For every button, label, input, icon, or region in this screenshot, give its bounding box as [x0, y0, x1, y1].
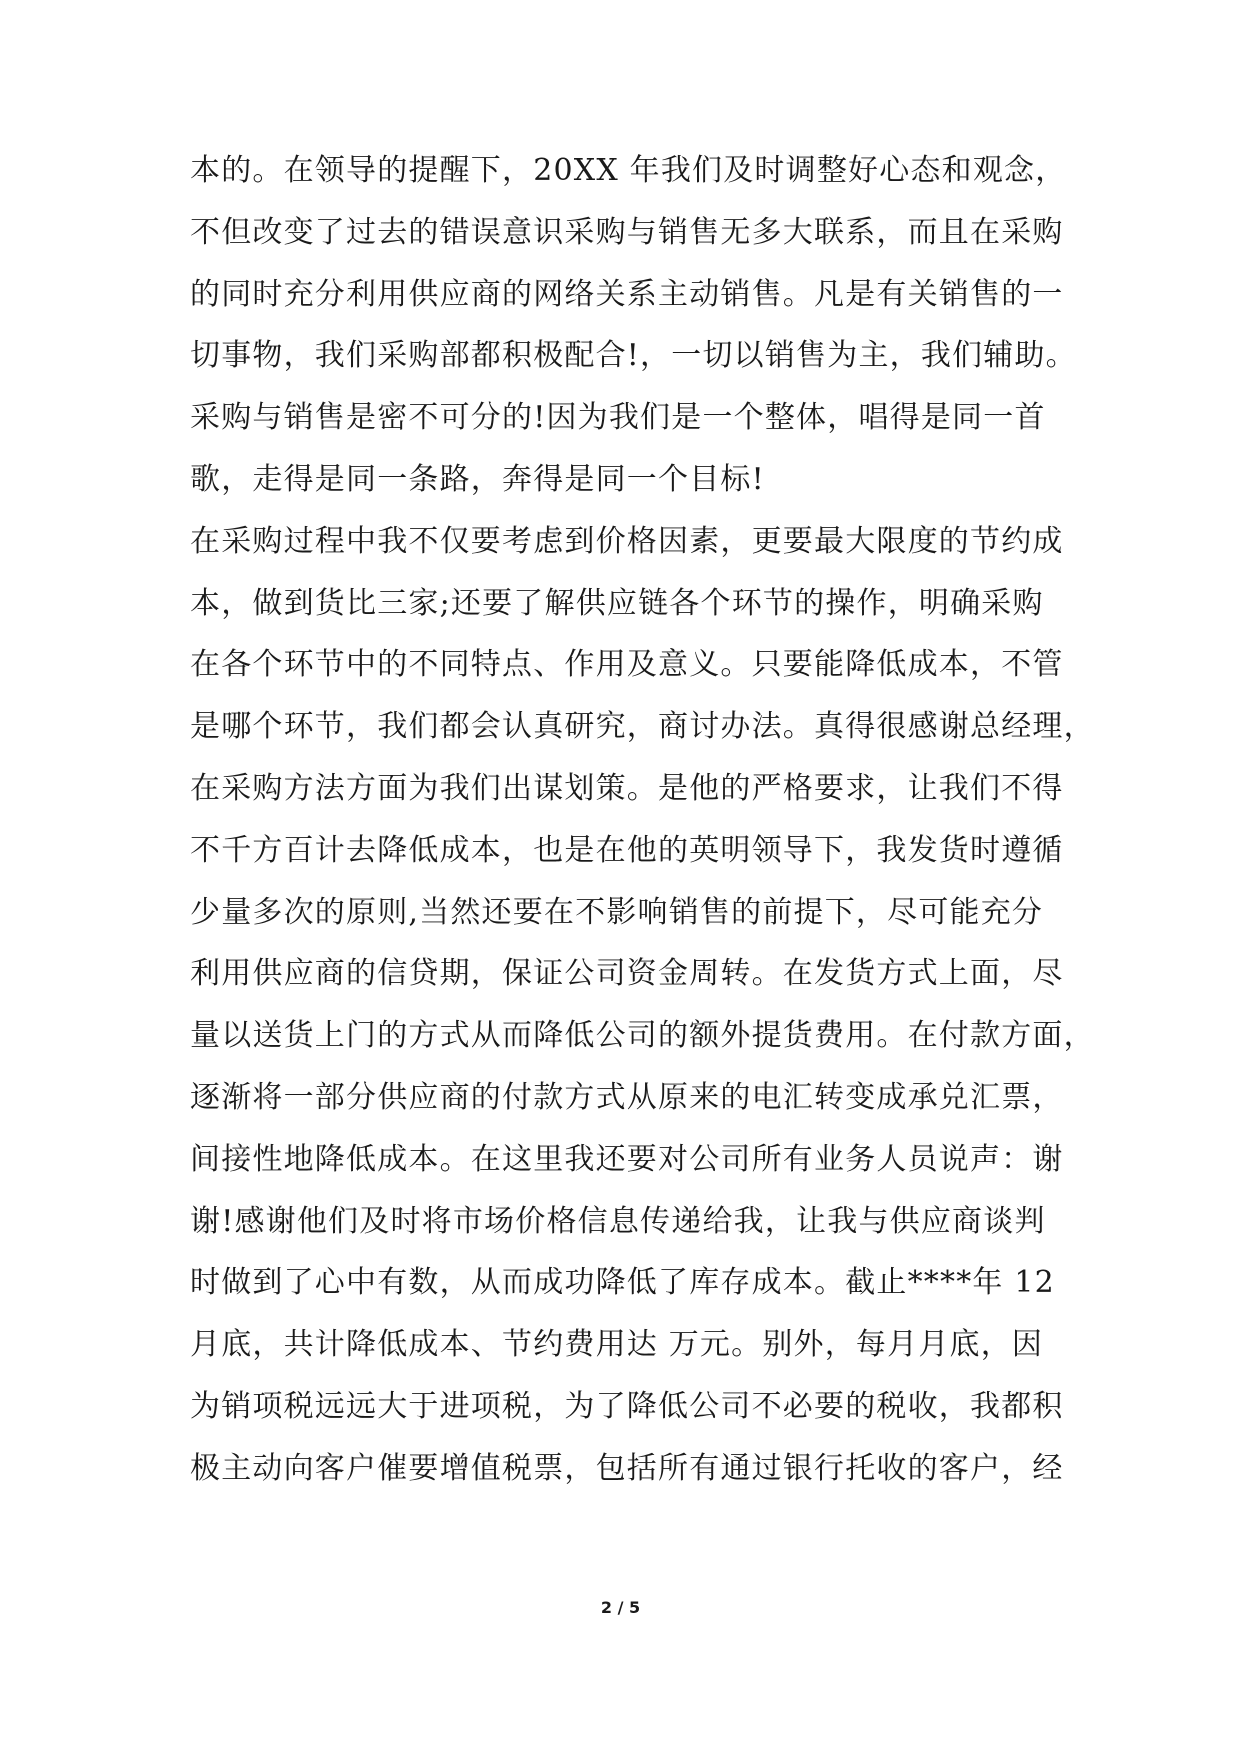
text-line: 不但改变了过去的错误意识采购与销售无多大联系，而且在采购	[190, 214, 1064, 250]
text-line: 是哪个环节，我们都会认真研究，商讨办法。真得很感谢总经理，	[190, 709, 1095, 745]
text-line: 在各个环节中的不同特点、作用及意义。只要能降低成本，不管	[190, 647, 1064, 683]
text-line: 逐渐将一部分供应商的付款方式从原来的电汇转变成承兑汇票，	[190, 1079, 1064, 1115]
text-line: 在采购方法方面为我们出谋划策。是他的严格要求，让我们不得	[190, 770, 1064, 806]
text-line: 时做到了心中有数，从而成功降低了库存成本。截止****年 12	[190, 1265, 1055, 1301]
page-number: 2 / 5	[600, 1598, 641, 1617]
text-line: 本，做到货比三家;还要了解供应链各个环节的操作，明确采购	[190, 585, 1044, 621]
text-line: 本的。在领导的提醒下，20XX 年我们及时调整好心态和观念，	[190, 153, 1067, 188]
text-line: 切事物，我们采购部都积极配合!，一切以销售为主，我们辅助。	[190, 338, 1077, 374]
text-line: 采购与销售是密不可分的!因为我们是一个整体，唱得是同一首	[190, 400, 1046, 436]
text-line: 的同时充分利用供应商的网络关系主动销售。凡是有关销售的一	[190, 276, 1064, 312]
text-line: 谢!感谢他们及时将市场价格信息传递给我，让我与供应商谈判	[190, 1203, 1046, 1239]
document-body	[190, 140, 1095, 1500]
text-line: 在采购过程中我不仅要考虑到价格因素，更要最大限度的节约成	[190, 523, 1064, 559]
text-line: 为销项税远远大于进项税，为了降低公司不必要的税收，我都积	[190, 1388, 1064, 1424]
text-line: 极主动向客户催要增值税票，包括所有通过银行托收的客户，经	[190, 1450, 1064, 1486]
text-line: 少量多次的原则,当然还要在不影响销售的前提下，尽可能充分	[190, 894, 1044, 930]
text-line: 月底，共计降低成本、节约费用达 万元。别外，每月月底，因	[190, 1327, 1044, 1363]
text-line: 歌，走得是同一条路，奔得是同一个目标!	[190, 461, 765, 497]
text-line: 量以送货上门的方式从而降低公司的额外提货费用。在付款方面，	[190, 1018, 1095, 1054]
text-line: 间接性地降低成本。在这里我还要对公司所有业务人员说声：谢	[190, 1141, 1064, 1177]
text-line: 利用供应商的信贷期，保证公司资金周转。在发货方式上面，尽	[190, 956, 1064, 992]
text-line: 不千方百计去降低成本，也是在他的英明领导下，我发货时遵循	[190, 832, 1064, 868]
